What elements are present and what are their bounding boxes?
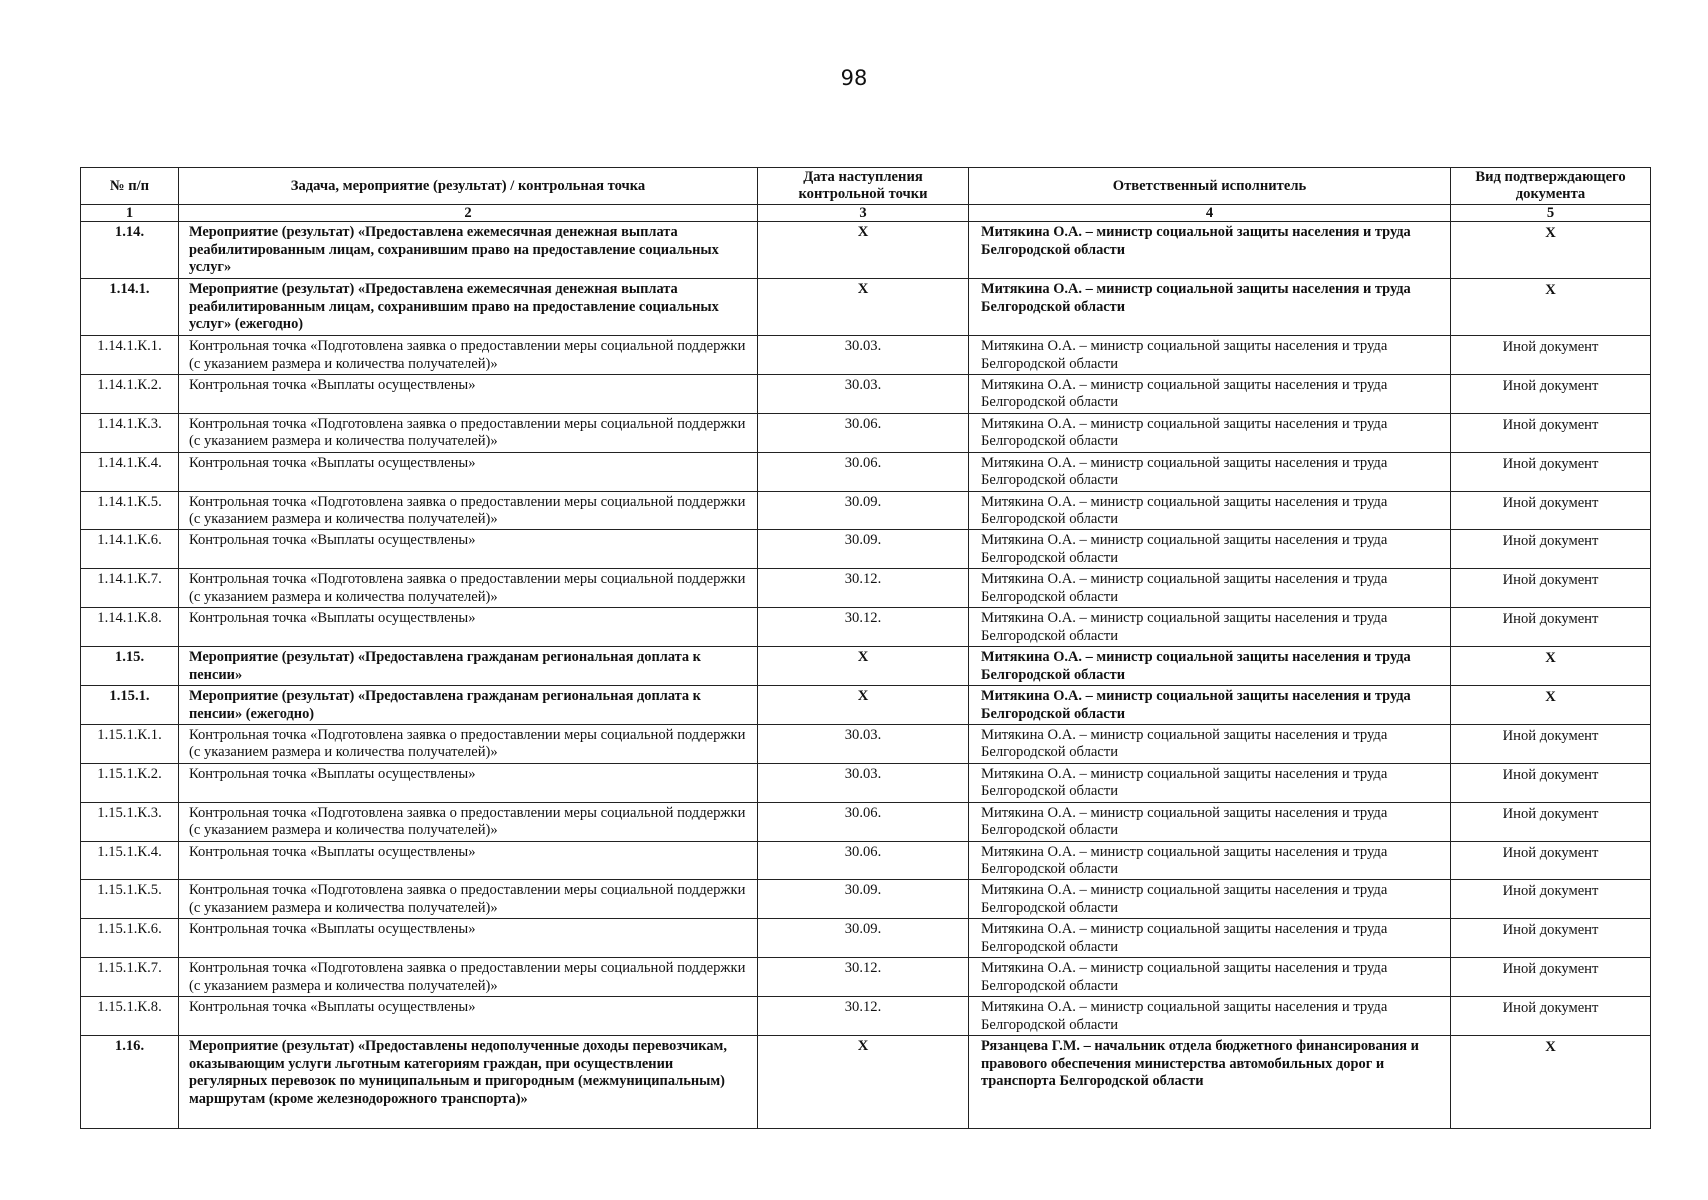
row-number: 1.14.1.К.4. bbox=[81, 452, 179, 491]
task-description: Контрольная точка «Подготовлена заявка о предоставлении меры социальной поддержки (с указанием размера и количества получателей)» bbox=[179, 958, 758, 997]
responsible-executor: Митякина О.А. – министр социальной защиты населения и труда Белгородской области bbox=[969, 569, 1451, 608]
column-number: 3 bbox=[758, 205, 969, 222]
document-type: X bbox=[1451, 647, 1651, 686]
document-type: Иной документ bbox=[1451, 452, 1651, 491]
document-type: X bbox=[1451, 279, 1651, 336]
control-date: 30.12. bbox=[758, 997, 969, 1036]
responsible-executor: Митякина О.А. – министр социальной защиты населения и труда Белгородской области bbox=[969, 222, 1451, 279]
control-date: 30.06. bbox=[758, 841, 969, 880]
page-number: 98 bbox=[840, 66, 868, 90]
document-type: X bbox=[1451, 222, 1651, 279]
row-number: 1.15. bbox=[81, 647, 179, 686]
control-date: 30.06. bbox=[758, 452, 969, 491]
task-description: Контрольная точка «Подготовлена заявка о предоставлении меры социальной поддержки (с указанием размера и количества получателей)» bbox=[179, 491, 758, 530]
table-row bbox=[81, 1036, 1651, 1129]
control-date: X bbox=[758, 279, 969, 336]
document-type: Иной документ bbox=[1451, 608, 1651, 647]
column-number-row bbox=[81, 205, 1651, 222]
control-date: 30.06. bbox=[758, 413, 969, 452]
document-type: Иной документ bbox=[1451, 413, 1651, 452]
header-document: Вид подтверждающего документа bbox=[1451, 168, 1651, 205]
control-date: 30.03. bbox=[758, 374, 969, 413]
table-row bbox=[81, 880, 1651, 919]
task-description: Мероприятие (результат) «Предоставлена гражданам региональная доплата к пенсии» bbox=[179, 647, 758, 686]
table-body bbox=[81, 222, 1651, 1129]
document-type: Иной документ bbox=[1451, 880, 1651, 919]
document-type: Иной документ bbox=[1451, 763, 1651, 802]
responsible-executor: Митякина О.А. – министр социальной защиты населения и труда Белгородской области bbox=[969, 413, 1451, 452]
responsible-executor: Митякина О.А. – министр социальной защиты населения и труда Белгородской области bbox=[969, 336, 1451, 375]
row-number: 1.16. bbox=[81, 1036, 179, 1129]
task-description: Контрольная точка «Подготовлена заявка о предоставлении меры социальной поддержки (с указанием размера и количества получателей)» bbox=[179, 802, 758, 841]
table-row bbox=[81, 686, 1651, 725]
control-date: 30.06. bbox=[758, 802, 969, 841]
table-row bbox=[81, 997, 1651, 1036]
row-number: 1.14.1.К.5. bbox=[81, 491, 179, 530]
table-header-row bbox=[81, 168, 1651, 205]
row-number: 1.15.1.К.3. bbox=[81, 802, 179, 841]
task-description: Контрольная точка «Выплаты осуществлены» bbox=[179, 919, 758, 958]
task-description: Контрольная точка «Подготовлена заявка о предоставлении меры социальной поддержки (с указанием размера и количества получателей)» bbox=[179, 880, 758, 919]
table-row bbox=[81, 608, 1651, 647]
responsible-executor: Митякина О.А. – министр социальной защиты населения и труда Белгородской области bbox=[969, 374, 1451, 413]
control-points-table bbox=[80, 167, 1651, 1129]
table-row bbox=[81, 222, 1651, 279]
responsible-executor: Митякина О.А. – министр социальной защиты населения и труда Белгородской области bbox=[969, 880, 1451, 919]
control-date: X bbox=[758, 1036, 969, 1129]
responsible-executor: Митякина О.А. – министр социальной защиты населения и труда Белгородской области bbox=[969, 279, 1451, 336]
responsible-executor: Митякина О.А. – министр социальной защиты населения и труда Белгородской области bbox=[969, 841, 1451, 880]
responsible-executor: Митякина О.А. – министр социальной защиты населения и труда Белгородской области bbox=[969, 763, 1451, 802]
table-row bbox=[81, 724, 1651, 763]
row-number: 1.15.1. bbox=[81, 686, 179, 725]
responsible-executor: Митякина О.А. – министр социальной защиты населения и труда Белгородской области bbox=[969, 647, 1451, 686]
task-description: Контрольная точка «Выплаты осуществлены» bbox=[179, 452, 758, 491]
document-type: Иной документ bbox=[1451, 919, 1651, 958]
column-number: 2 bbox=[179, 205, 758, 222]
responsible-executor: Митякина О.А. – министр социальной защиты населения и труда Белгородской области bbox=[969, 608, 1451, 647]
row-number: 1.15.1.К.4. bbox=[81, 841, 179, 880]
row-number: 1.14.1.К.8. bbox=[81, 608, 179, 647]
control-date: 30.12. bbox=[758, 958, 969, 997]
header-date: Дата наступления контрольной точки bbox=[758, 168, 969, 205]
responsible-executor: Митякина О.А. – министр социальной защиты населения и труда Белгородской области bbox=[969, 958, 1451, 997]
row-number: 1.15.1.К.8. bbox=[81, 997, 179, 1036]
row-number: 1.14.1.К.2. bbox=[81, 374, 179, 413]
document-type: Иной документ bbox=[1451, 958, 1651, 997]
row-number: 1.14.1.К.6. bbox=[81, 530, 179, 569]
row-number: 1.14.1.К.7. bbox=[81, 569, 179, 608]
table-row bbox=[81, 647, 1651, 686]
row-number: 1.14. bbox=[81, 222, 179, 279]
control-date: 30.03. bbox=[758, 763, 969, 802]
column-number: 4 bbox=[969, 205, 1451, 222]
document-type: Иной документ bbox=[1451, 530, 1651, 569]
document-type: Иной документ bbox=[1451, 491, 1651, 530]
table-row bbox=[81, 279, 1651, 336]
table-row bbox=[81, 530, 1651, 569]
document-type: Иной документ bbox=[1451, 374, 1651, 413]
document-type: Иной документ bbox=[1451, 569, 1651, 608]
row-number: 1.14.1.К.3. bbox=[81, 413, 179, 452]
control-date: 30.09. bbox=[758, 491, 969, 530]
table-row bbox=[81, 374, 1651, 413]
task-description: Контрольная точка «Выплаты осуществлены» bbox=[179, 608, 758, 647]
responsible-executor: Митякина О.А. – министр социальной защиты населения и труда Белгородской области bbox=[969, 686, 1451, 725]
task-description: Контрольная точка «Выплаты осуществлены» bbox=[179, 763, 758, 802]
control-date: 30.09. bbox=[758, 530, 969, 569]
table-row bbox=[81, 763, 1651, 802]
table-row bbox=[81, 958, 1651, 997]
table-row bbox=[81, 491, 1651, 530]
row-number: 1.15.1.К.5. bbox=[81, 880, 179, 919]
row-number: 1.15.1.К.6. bbox=[81, 919, 179, 958]
task-description: Контрольная точка «Выплаты осуществлены» bbox=[179, 997, 758, 1036]
responsible-executor: Митякина О.А. – министр социальной защиты населения и труда Белгородской области bbox=[969, 530, 1451, 569]
task-description: Мероприятие (результат) «Предоставлена ежемесячная денежная выплата реабилитированным лицам, сохранившим право на предоставление социальных услуг» bbox=[179, 222, 758, 279]
document-type: Иной документ bbox=[1451, 336, 1651, 375]
task-description: Контрольная точка «Подготовлена заявка о предоставлении меры социальной поддержки (с указанием размера и количества получателей)» bbox=[179, 413, 758, 452]
task-description: Мероприятие (результат) «Предоставлены недополученные доходы перевозчикам, оказывающим услуги льготным категориям граждан, при осуществлении регулярных перевозок по муниципальным и пригородным (межмуниципальным) маршрутам (кроме железнодорожного транспорта)» bbox=[179, 1036, 758, 1129]
task-description: Контрольная точка «Выплаты осуществлены» bbox=[179, 374, 758, 413]
table-row bbox=[81, 841, 1651, 880]
document-type: Иной документ bbox=[1451, 802, 1651, 841]
task-description: Контрольная точка «Выплаты осуществлены» bbox=[179, 530, 758, 569]
responsible-executor: Митякина О.А. – министр социальной защиты населения и труда Белгородской области bbox=[969, 491, 1451, 530]
row-number: 1.15.1.К.7. bbox=[81, 958, 179, 997]
responsible-executor: Митякина О.А. – министр социальной защиты населения и труда Белгородской области bbox=[969, 802, 1451, 841]
row-number: 1.15.1.К.1. bbox=[81, 724, 179, 763]
responsible-executor: Митякина О.А. – министр социальной защиты населения и труда Белгородской области bbox=[969, 452, 1451, 491]
task-description: Мероприятие (результат) «Предоставлена ежемесячная денежная выплата реабилитированным лицам, сохранившим право на предоставление социальных услуг» (ежегодно) bbox=[179, 279, 758, 336]
header-task: Задача, мероприятие (результат) / контрольная точка bbox=[179, 168, 758, 205]
task-description: Мероприятие (результат) «Предоставлена гражданам региональная доплата к пенсии» (ежегодно) bbox=[179, 686, 758, 725]
control-date: 30.03. bbox=[758, 724, 969, 763]
table-row bbox=[81, 919, 1651, 958]
control-date: 30.09. bbox=[758, 919, 969, 958]
row-number: 1.14.1. bbox=[81, 279, 179, 336]
document-type: Иной документ bbox=[1451, 841, 1651, 880]
column-number: 5 bbox=[1451, 205, 1651, 222]
document-type: Иной документ bbox=[1451, 997, 1651, 1036]
table-row bbox=[81, 336, 1651, 375]
control-date: 30.03. bbox=[758, 336, 969, 375]
row-number: 1.14.1.К.1. bbox=[81, 336, 179, 375]
control-date: X bbox=[758, 647, 969, 686]
control-date: 30.12. bbox=[758, 608, 969, 647]
responsible-executor: Митякина О.А. – министр социальной защиты населения и труда Белгородской области bbox=[969, 724, 1451, 763]
header-responsible: Ответственный исполнитель bbox=[969, 168, 1451, 205]
responsible-executor: Митякина О.А. – министр социальной защиты населения и труда Белгородской области bbox=[969, 919, 1451, 958]
row-number: 1.15.1.К.2. bbox=[81, 763, 179, 802]
task-description: Контрольная точка «Выплаты осуществлены» bbox=[179, 841, 758, 880]
task-description: Контрольная точка «Подготовлена заявка о предоставлении меры социальной поддержки (с указанием размера и количества получателей)» bbox=[179, 724, 758, 763]
table-row bbox=[81, 802, 1651, 841]
control-date: X bbox=[758, 686, 969, 725]
task-description: Контрольная точка «Подготовлена заявка о предоставлении меры социальной поддержки (с указанием размера и количества получателей)» bbox=[179, 336, 758, 375]
control-date: 30.12. bbox=[758, 569, 969, 608]
table-row bbox=[81, 569, 1651, 608]
table-row bbox=[81, 413, 1651, 452]
document-type: Иной документ bbox=[1451, 724, 1651, 763]
control-date: X bbox=[758, 222, 969, 279]
responsible-executor: Рязанцева Г.М. – начальник отдела бюджетного финансирования и правового обеспечения министерства автомобильных дорог и транспорта Белгородской области bbox=[969, 1036, 1451, 1129]
header-num: № п/п bbox=[81, 168, 179, 205]
task-description: Контрольная точка «Подготовлена заявка о предоставлении меры социальной поддержки (с указанием размера и количества получателей)» bbox=[179, 569, 758, 608]
control-date: 30.09. bbox=[758, 880, 969, 919]
table-row bbox=[81, 452, 1651, 491]
column-number: 1 bbox=[81, 205, 179, 222]
document-type: X bbox=[1451, 686, 1651, 725]
document-type: X bbox=[1451, 1036, 1651, 1129]
responsible-executor: Митякина О.А. – министр социальной защиты населения и труда Белгородской области bbox=[969, 997, 1451, 1036]
